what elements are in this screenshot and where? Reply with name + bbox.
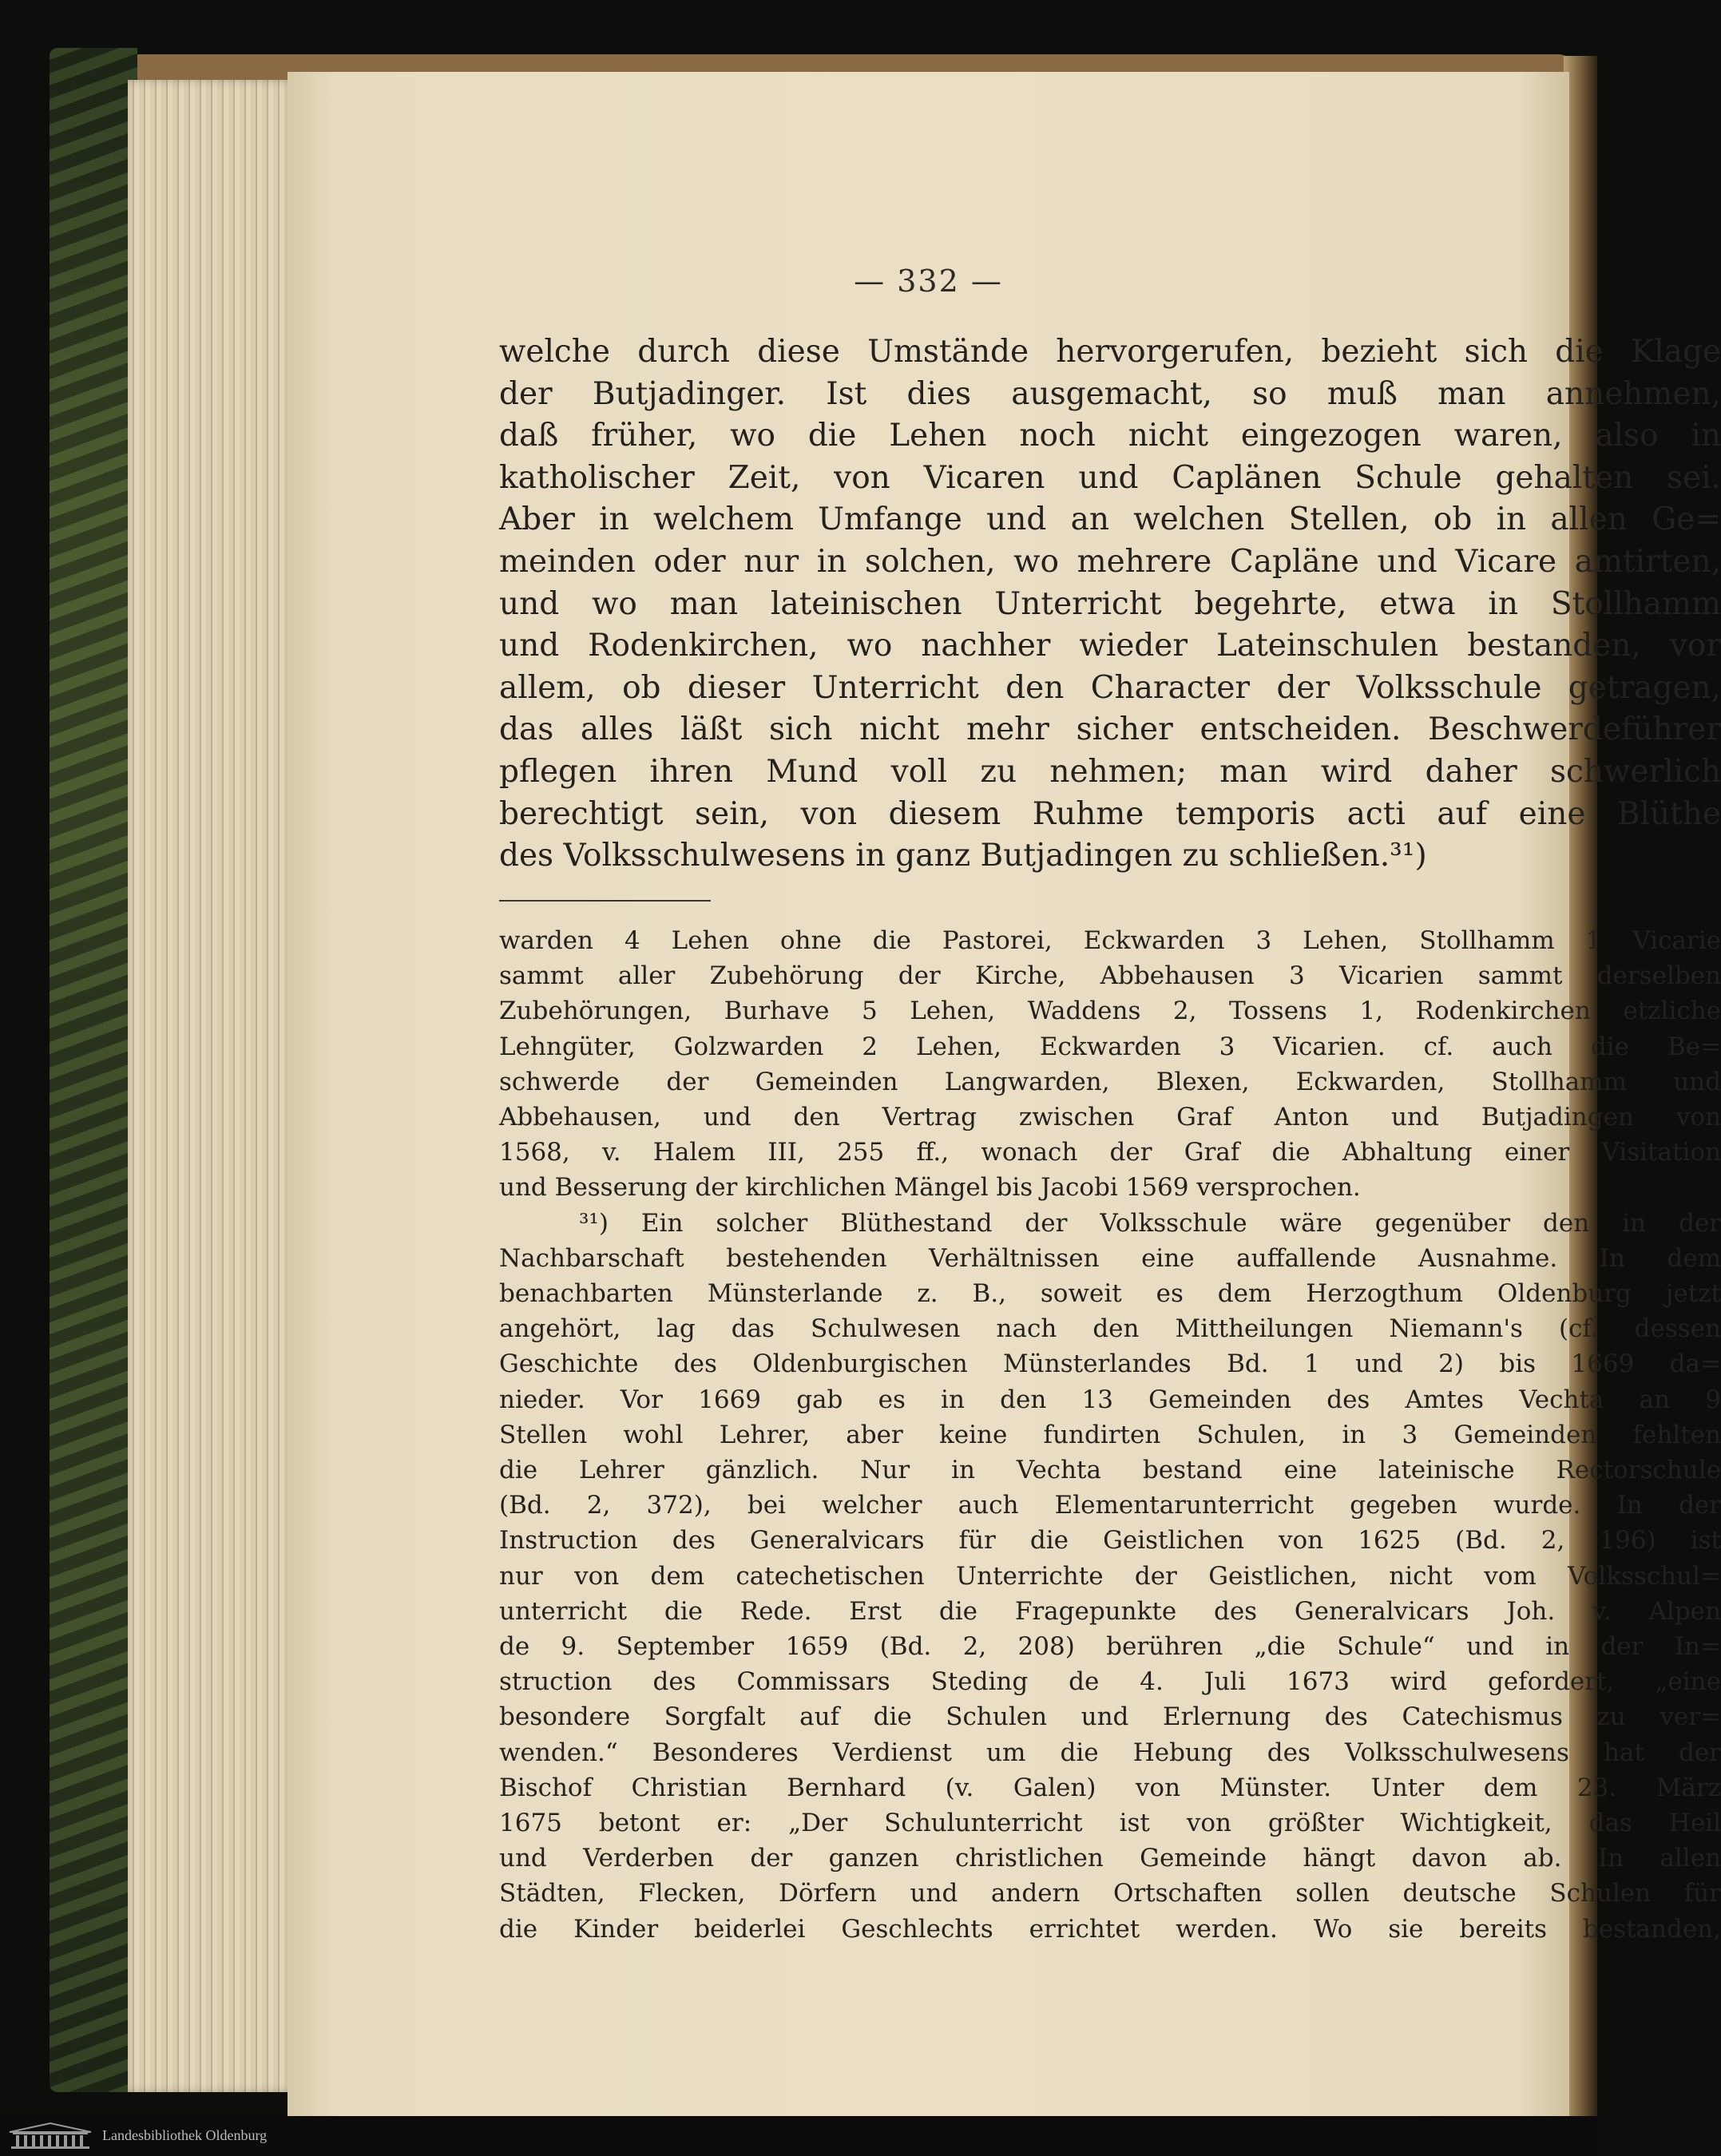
footnote-line: nur von dem catechetischen Unterrichte der Geistlichen, nicht vom Volksschul= [499,1561,1721,1591]
text-line: und Rodenkirchen, wo nachher wieder Lateinschulen bestanden, vor [499,628,1721,664]
footnote-line: unterricht die Rede. Erst die Fragepunkte des Generalvicars Joh. v. Alpen [499,1596,1721,1626]
footnote-line: struction des Commissars Steding de 4. Juli 1673 wird gefordert, „eine [499,1667,1721,1697]
footnote-line: nieder. Vor 1669 gab es in den 13 Gemeinden des Amtes Vechta an 9 [499,1385,1721,1414]
text-line: das alles läßt sich nicht mehr sicher entscheiden. Beschwerdeführer [499,711,1721,748]
footnote-line: die Kinder beiderlei Geschlechts errichtet werden. Wo sie bereits bestanden, [499,1914,1721,1944]
footnote-line: wenden.“ Besonderes Verdienst um die Hebung des Volksschulwesens hat der [499,1738,1721,1767]
page-edge-stack [128,80,295,2092]
text-line: allem, ob dieser Unterricht den Character der Volksschule getragen, [499,669,1721,706]
footnote-line: benachbarten Münsterlande z. B., soweit es dem Herzogthum Oldenburg jetzt [499,1279,1721,1309]
text-line: welche durch diese Umstände hervorgerufen, bezieht sich die Klage [499,334,1721,370]
text-line: des Volksschulwesens in ganz Butjadingen zu schließen.³¹) [499,838,1427,874]
footnote-line: und Besserung der kirchlichen Mängel bis Jacobi 1569 versprochen. [499,1173,1361,1203]
footnote-line: Zubehörungen, Burhave 5 Lehen, Waddens 2, Tossens 1, Rodenkirchen etzliche [499,997,1721,1026]
book-page [287,72,1721,2124]
text-line: katholischer Zeit, von Vicaren und Caplänen Schule gehalten sei. [499,459,1721,496]
footnote-line: Lehngüter, Golzwarden 2 Lehen, Eckwarden 3 Vicarien. cf. auch die Be= [499,1032,1721,1061]
footnote-line: schwerde der Gemeinden Langwarden, Blexen, Eckwarden, Stollhamm und [499,1067,1721,1096]
text-line: berechtigt sein, von diesem Ruhme temporis acti auf eine Blüthe [499,795,1721,832]
main-text-block [499,331,1721,878]
footnote-line: Stellen wohl Lehrer, aber keine fundirten Schulen, in 3 Gemeinden fehlten [499,1420,1721,1449]
text-line: daß früher, wo die Lehen noch nicht eingezogen waren, also in [499,418,1721,454]
text-line: pflegen ihren Mund voll zu nehmen; man wird daher schwerlich [499,753,1721,790]
text-line: und wo man lateinischen Unterricht begehrte, etwa in Stollhamm [499,585,1721,622]
footnote-line: besondere Sorgfalt auf die Schulen und Erlernung des Catechismus zu ver= [499,1702,1721,1732]
footnote-line: und Verderben der ganzen christlichen Gemeinde hängt davon ab. In allen [499,1844,1721,1873]
page-number: — 332 — [854,264,1003,299]
footnote-line: warden 4 Lehen ohne die Pastorei, Eckwarden 3 Lehen, Stollhamm 1 Vicarie [499,926,1721,955]
footnote-line: 1675 betont er: „Der Schulunterricht ist von größter Wichtigkeit, das Heil [499,1809,1721,1838]
footnote-line: Nachbarschaft bestehenden Verhältnissen eine auffallende Ausnahme. In dem [499,1243,1721,1273]
footnote-line: Abbehausen, und den Vertrag zwischen Graf Anton und Butjadingen von [499,1103,1721,1132]
book-cover-marbled [50,48,137,2092]
text-line: meinden oder nur in solchen, wo mehrere Capläne und Vicare amtirten, [499,543,1721,580]
footnote-line: ³¹) Ein solcher Blüthestand der Volksschule wäre gegenüber den in der [579,1208,1721,1238]
footnote-line: sammt aller Zubehörung der Kirche, Abbehausen 3 Vicarien sammt derselben [499,961,1721,991]
footnote-line: de 9. September 1659 (Bd. 2, 208) berühren „die Schule“ und in der In= [499,1632,1721,1662]
library-building-icon [6,2121,94,2150]
footnote-line: 1568, v. Halem III, 255 ff., wonach der Graf die Abhaltung einer Visitation [499,1138,1721,1167]
footnote-line: Geschichte des Oldenburgischen Münsterlandes Bd. 1 und 2) bis 1669 da= [499,1349,1721,1379]
footnote-line: Städten, Flecken, Dörfern und andern Ortschaften sollen deutsche Schulen für [499,1879,1721,1908]
footnote-line: (Bd. 2, 372), bei welcher auch Elementarunterricht gegeben wurde. In der [499,1491,1721,1520]
library-footer-bar [0,2116,1597,2156]
footnotes-block [499,923,1721,1947]
footnote-line: angehört, lag das Schulwesen nach den Mittheilungen Niemann's (cf. dessen [499,1314,1721,1344]
footnote-separator [499,900,711,902]
footnote-line: Bischof Christian Bernhard (v. Galen) von Münster. Unter dem 23. März [499,1773,1721,1802]
footnote-line: die Lehrer gänzlich. Nur in Vechta bestand eine lateinische Rectorschule [499,1456,1721,1485]
text-line: der Butjadinger. Ist dies ausgemacht, so muß man annehmen, [499,375,1721,412]
text-line: Aber in welchem Umfange und an welchen Stellen, ob in allen Ge= [499,501,1721,538]
footnote-line: Instruction des Generalvicars für die Geistlichen von 1625 (Bd. 2, 196) ist [499,1526,1721,1556]
library-name: Landesbibliothek Oldenburg [102,2127,268,2143]
